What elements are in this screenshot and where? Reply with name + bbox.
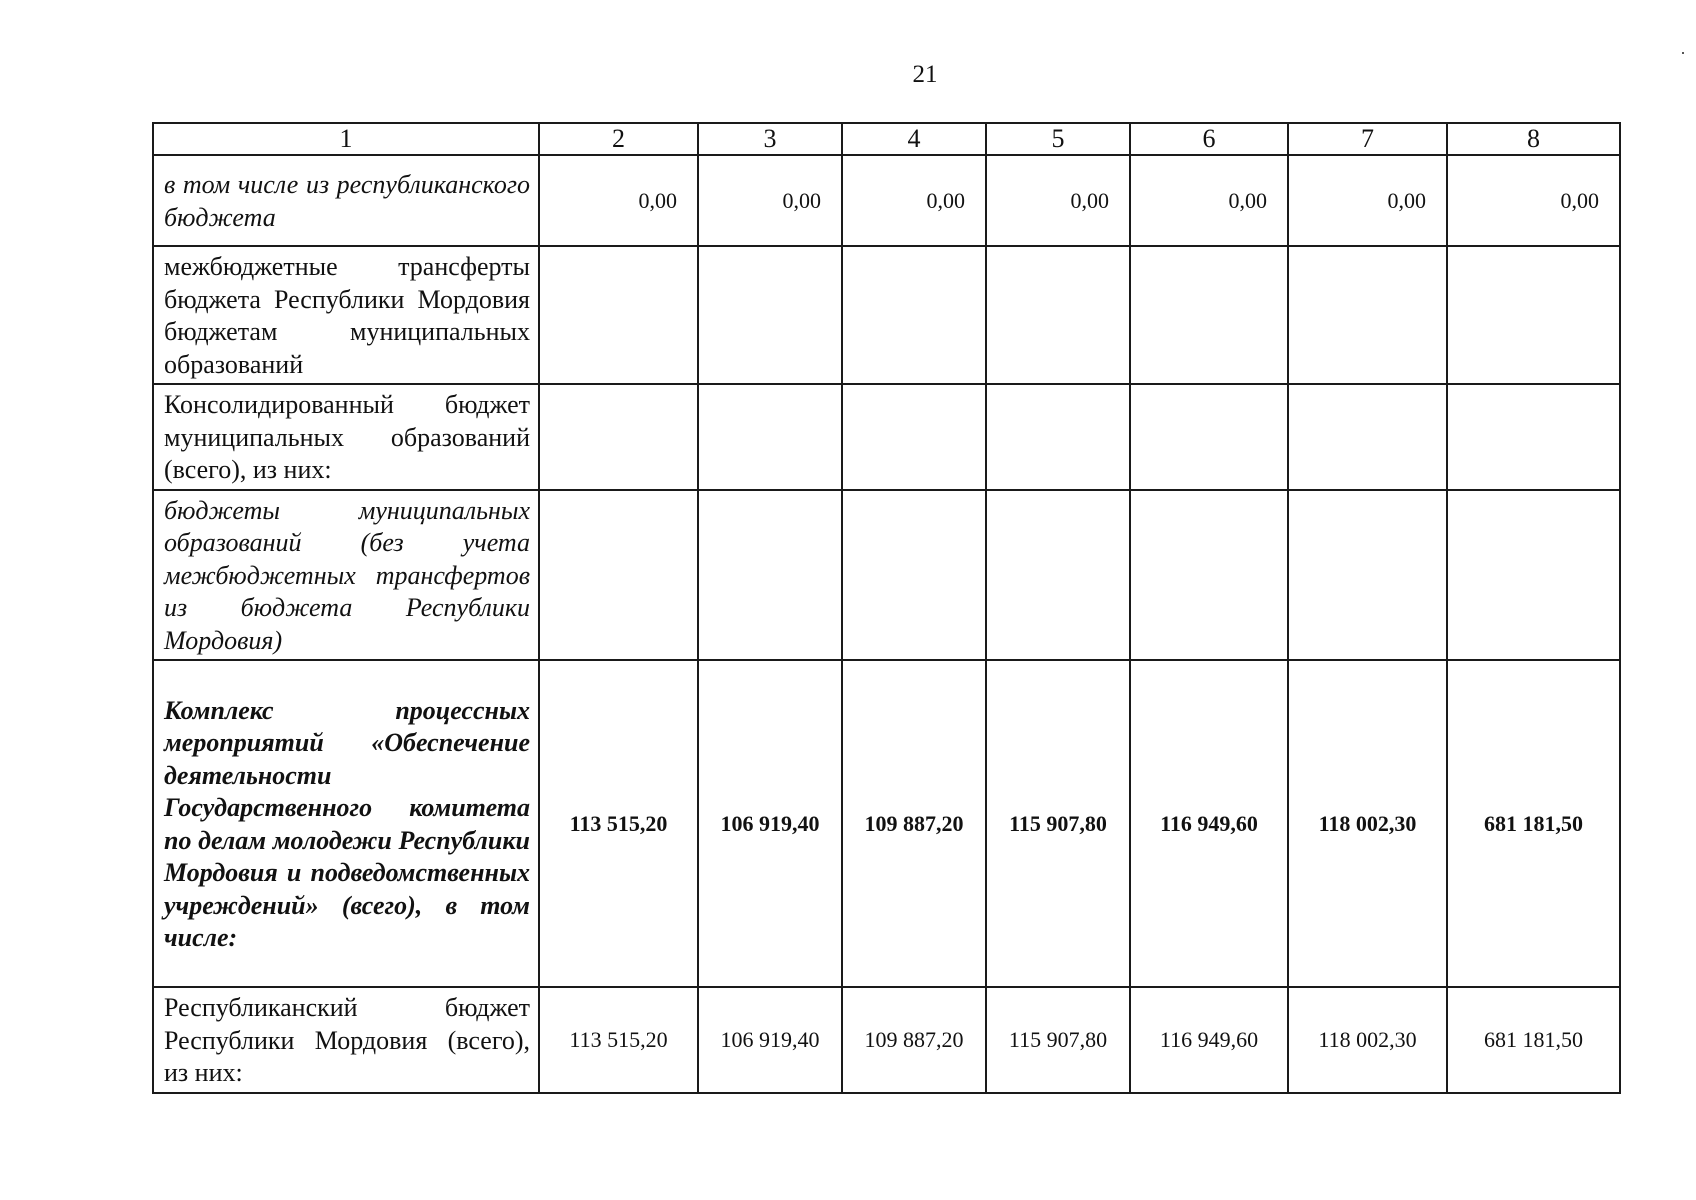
header-cell-4: 4 xyxy=(842,123,986,155)
value-cell: 113 515,20 xyxy=(539,987,698,1093)
value-cell: 0,00 xyxy=(1288,155,1447,246)
value-cell: 113 515,20 xyxy=(539,660,698,987)
value-cell: 109 887,20 xyxy=(842,660,986,987)
value-cell: 115 907,80 xyxy=(986,660,1130,987)
value-cell: 109 887,20 xyxy=(842,987,986,1093)
value-cell: 0,00 xyxy=(1447,155,1620,246)
header-cell-2: 2 xyxy=(539,123,698,155)
value-cell xyxy=(539,246,698,384)
value-cell: 681 181,50 xyxy=(1447,987,1620,1093)
header-row xyxy=(153,123,1620,155)
value-cell: 0,00 xyxy=(986,155,1130,246)
value-cell xyxy=(1130,246,1288,384)
value-cell xyxy=(1130,384,1288,490)
value-cell xyxy=(1447,384,1620,490)
value-cell xyxy=(698,246,842,384)
value-cell: 116 949,60 xyxy=(1130,987,1288,1093)
value-cell: 118 002,30 xyxy=(1288,987,1447,1093)
value-cell: 0,00 xyxy=(698,155,842,246)
value-cell: 681 181,50 xyxy=(1447,660,1620,987)
value-cell xyxy=(986,490,1130,661)
value-cell xyxy=(986,384,1130,490)
value-cell xyxy=(1288,384,1447,490)
page-number: 21 xyxy=(912,61,938,88)
value-cell xyxy=(539,384,698,490)
header-cell-5: 5 xyxy=(986,123,1130,155)
value-cell: 115 907,80 xyxy=(986,987,1130,1093)
row-label: бюджеты муниципальных образований (без учета межбюджетных трансфертов из бюджета Республики Мордовия) xyxy=(153,490,539,661)
value-cell: 106 919,40 xyxy=(698,660,842,987)
value-cell: 106 919,40 xyxy=(698,987,842,1093)
header-cell-7: 7 xyxy=(1288,123,1447,155)
row-label: в том числе из республиканского бюджета xyxy=(153,155,539,246)
value-cell xyxy=(1288,246,1447,384)
value-cell xyxy=(842,384,986,490)
row-label: межбюджетные трансферты бюджета Республики Мордовия бюджетам муниципальных образований xyxy=(153,246,539,384)
value-cell xyxy=(1447,490,1620,661)
header-cell-3: 3 xyxy=(698,123,842,155)
header-cell-1: 1 xyxy=(153,123,539,155)
row-label: Комплекс процессных мероприятий «Обеспечение деятельности Государственного комитета по делам молодежи Республики Мордовия и подведомственных учреждений» (всего), в том числе: xyxy=(153,660,539,987)
value-cell xyxy=(1447,246,1620,384)
value-cell: 0,00 xyxy=(539,155,698,246)
value-cell: 118 002,30 xyxy=(1288,660,1447,987)
row-label: Консолидированный бюджет муниципальных образований (всего), из них: xyxy=(153,384,539,490)
value-cell xyxy=(986,246,1130,384)
header-cell-6: 6 xyxy=(1130,123,1288,155)
row-label: Республиканский бюджет Республики Мордовия (всего), из них: xyxy=(153,987,539,1093)
value-cell: 0,00 xyxy=(842,155,986,246)
value-cell: 0,00 xyxy=(1130,155,1288,246)
table-row xyxy=(153,490,1620,661)
value-cell: 116 949,60 xyxy=(1130,660,1288,987)
budget-table xyxy=(152,122,1621,1094)
value-cell xyxy=(698,490,842,661)
value-cell xyxy=(1130,490,1288,661)
table-row xyxy=(153,660,1620,987)
value-cell xyxy=(698,384,842,490)
value-cell xyxy=(539,490,698,661)
table-row xyxy=(153,246,1620,384)
scan-speck xyxy=(1682,52,1684,54)
value-cell xyxy=(842,490,986,661)
table-row xyxy=(153,155,1620,246)
table-row xyxy=(153,384,1620,490)
value-cell xyxy=(1288,490,1447,661)
header-cell-8: 8 xyxy=(1447,123,1620,155)
value-cell xyxy=(842,246,986,384)
table-row xyxy=(153,987,1620,1093)
